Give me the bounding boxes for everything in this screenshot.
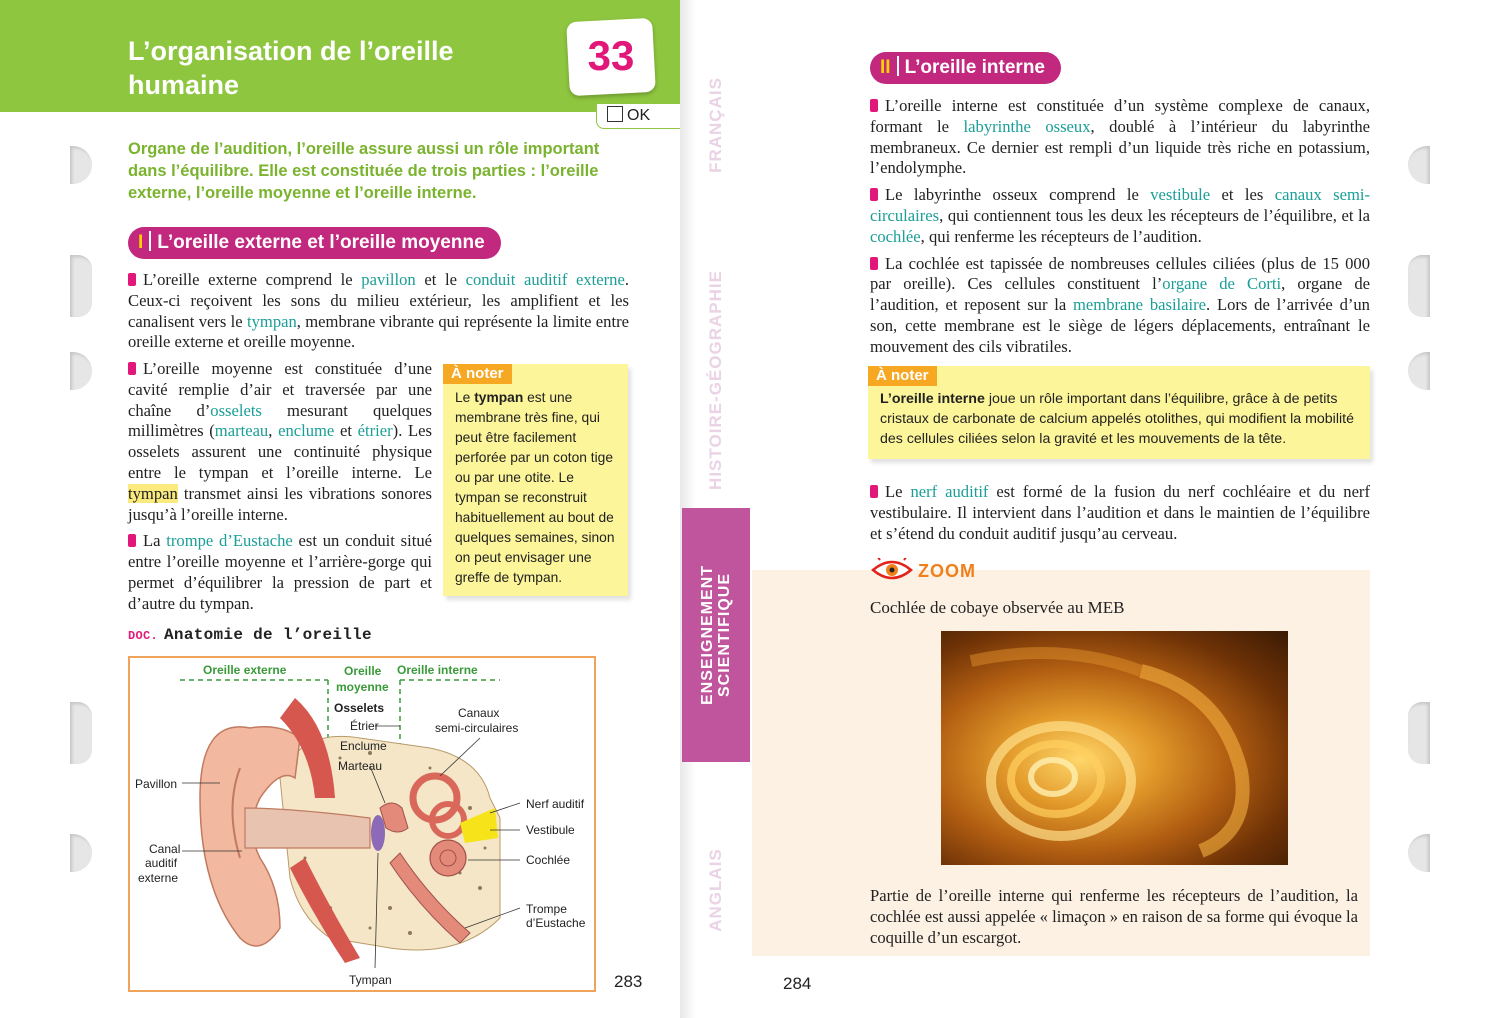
label-canaux-2: semi-circulaires — [435, 721, 519, 735]
subject-tabs — [682, 0, 750, 1018]
keyword: marteau — [214, 421, 269, 441]
keyword: organe de Corti — [1162, 274, 1282, 294]
page-title: L’organisation de l’oreille humaine — [128, 36, 454, 100]
label-canal-2: auditif — [145, 856, 178, 870]
label-trompe-1: Trompe — [526, 902, 567, 916]
binder-hole — [70, 146, 92, 184]
zoom-description: Partie de l’oreille interne qui renferme les récepteurs de l’audition, la cochlée est aussi appelée « limaçon » en raison de sa forme qui évoque la coquille d’un escargot. — [870, 886, 1358, 947]
keyword: canaux semi-circulaires — [870, 185, 1370, 225]
note-box — [868, 366, 1370, 459]
label-tympan: Tympan — [349, 973, 392, 987]
section-number: I — [138, 232, 144, 253]
zoom-caption-title: Cochlée de cobaye observée au MEB — [870, 598, 1125, 617]
checkbox-icon[interactable] — [607, 106, 623, 122]
section-title: L’oreille externe et l’oreille moyenne — [157, 232, 485, 253]
page-number: 283 — [614, 972, 643, 991]
bullet-icon — [128, 534, 136, 547]
bullet-icon — [128, 362, 136, 375]
note-tag: À noter — [443, 364, 512, 384]
label-marteau: Marteau — [338, 759, 383, 773]
paragraph-outer-ear: L’oreille externe comprend le pavillon et le conduit auditif externe. Ceux-ci reçoivent les sons du milieu extérieur, les amplifient et les canalisent vers le tympan, membrane vibrante qui représente la limite entre oreille externe et oreille moyenne. — [128, 270, 629, 352]
tab-enseignement-scientifique[interactable]: ENSEIGNEMENT SCIENTIFIQUE — [682, 508, 750, 762]
keyword: nerf auditif — [910, 482, 989, 501]
inner-ear-text: L’oreille interne est constituée d’un système complexe de canaux, formant le labyrinthe osseux, doublé à l’intérieur du labyrinthe membraneux. Ce dernier est rempli d’un liquide très riche en potassium, l’endolymphe. Le labyrinthe osseux comprend le vestibule et les canaux semi-circulaires, qui contiennent tous les deux les récepteurs de l’équilibre, et la cochlée, qui renferme les récepteurs de l’audition. La cochlée est tapissée de nombreuses cellules ciliées (plus de 15 000 par oreille). Ces cellules constituent l’organe de Corti, organe de l’audition, et reposent sur la membrane basilaire. Lors de l’arrivée d’un son, cette membrane est le siège de légers déplacements, entraînant le mouvement des cils vibratiles. — [870, 96, 1370, 356]
tab-francais[interactable]: FRANÇAIS — [706, 77, 725, 173]
tab-anglais[interactable]: ANGLAIS — [706, 848, 725, 932]
chapter-number: 33 — [587, 32, 635, 79]
note-text: Le tympan est une membrane très fine, qui peut être facilement perforée par un coton tige ou par une otite. Le tympan se reconstruit habituellement au bout de quelques semaines, sinon on peut envisager une greffe de tympan. — [455, 390, 615, 585]
tab-histoire-geographie[interactable]: HISTOIRE-GÉOGRAPHIE — [706, 270, 726, 490]
binder-hole — [70, 702, 92, 764]
bullet-icon — [128, 273, 136, 286]
label-osselets: Osselets — [334, 701, 385, 715]
keyword: enclume — [278, 421, 335, 441]
page-number: 284 — [783, 974, 812, 993]
keyword: vestibule — [1150, 185, 1211, 205]
note-text: L’oreille interne joue un rôle important dans l’équilibre, grâce à de petits cristaux de carbonate de calcium appelés otolithes, qui modifient la mobilité des cellules ciliées selon la gravité et les mouvements de la tête. — [880, 391, 1354, 447]
label-canal-3: externe — [138, 871, 179, 885]
ok-checkbox[interactable] — [596, 103, 682, 129]
note-box — [443, 364, 628, 596]
label-outer-ear: Oreille externe — [203, 663, 287, 677]
label-etrier: Étrier — [350, 719, 379, 733]
bullet-icon — [870, 485, 878, 498]
label-vestibule: Vestibule — [526, 823, 575, 837]
eye-icon — [870, 558, 914, 582]
label-pavillon: Pavillon — [135, 777, 178, 791]
binder-hole — [1408, 834, 1430, 872]
bullet-icon — [870, 188, 878, 201]
label-middle-ear-1: Oreille — [344, 664, 382, 678]
section-number: II — [880, 57, 891, 78]
ok-label: OK — [627, 107, 651, 124]
label-nerf: Nerf auditif — [526, 797, 585, 811]
keyword: pavillon — [361, 270, 416, 289]
keyword: labyrinthe osseux — [963, 116, 1091, 136]
keyword: conduit auditif externe — [465, 270, 625, 289]
binder-hole — [1408, 352, 1430, 390]
binder-hole — [1408, 702, 1430, 764]
label-inner-ear: Oreille interne — [397, 663, 478, 677]
keyword: cochlée — [870, 226, 921, 246]
cochlea-photo — [941, 631, 1288, 865]
binder-hole — [70, 352, 92, 390]
section-heading-2 — [870, 52, 1061, 84]
label-canaux-1: Canaux — [458, 706, 500, 720]
binder-hole — [1408, 255, 1430, 317]
label-canal-1: Canal — [149, 842, 181, 856]
keyword: osselets — [210, 400, 262, 420]
ear-anatomy-figure — [128, 656, 596, 992]
label-trompe-2: d’Eustache — [526, 916, 586, 930]
paragraph-auditory-nerve: Le nerf auditif est formé de la fusion du nerf cochléaire et du nerf vestibulaire. Il intervient dans l’audition et dans le maintien de l’équilibre et s’étend du conduit auditif jusqu’au cerveau. — [870, 482, 1370, 543]
chapter-intro: Organe de l’audition, l’oreille assure aussi un rôle important dans l’équilibre. Elle est constituée de trois parties : l’oreille externe, l’oreille moyenne et l’oreille interne. — [128, 140, 600, 202]
binder-hole — [1408, 146, 1430, 184]
keyword: étrier — [357, 421, 393, 441]
highlight: tympan — [128, 483, 178, 503]
section-title: L’oreille interne — [904, 57, 1045, 78]
keyword: tympan — [247, 311, 297, 331]
binder-hole — [70, 255, 92, 317]
section-heading-1 — [128, 227, 501, 259]
label-cochlee: Cochlée — [526, 853, 571, 867]
bullet-icon — [870, 257, 878, 270]
bullet-icon — [870, 99, 878, 112]
zoom-heading: ZOOM — [870, 558, 976, 582]
keyword: membrane basilaire — [1073, 295, 1207, 315]
doc-title: DOC. Anatomie de l’oreille — [128, 626, 372, 644]
keyword: trompe d’Eustache — [166, 531, 293, 551]
label-enclume: Enclume — [340, 739, 387, 753]
binder-hole — [70, 834, 92, 872]
paragraph-middle-ear: L’oreille moyenne est constituée d’une cavité remplie d’air et traversée par une chaîne d’osselets mesurant quelques millimètres (marteau, enclume et étrier). Les osselets assurent une continuité physique entre le tympan et l’oreille interne. Le tympan transmet ainsi les vibrations sonores jusqu’à l’oreille interne. La trompe d’Eustache est un conduit situé entre l’oreille moyenne et l’arrière-gorge qui permet d’équilibrer la pression de part et d’autre du tympan. — [128, 359, 433, 613]
label-middle-ear-2: moyenne — [336, 680, 389, 694]
note-tag: À noter — [868, 366, 937, 386]
